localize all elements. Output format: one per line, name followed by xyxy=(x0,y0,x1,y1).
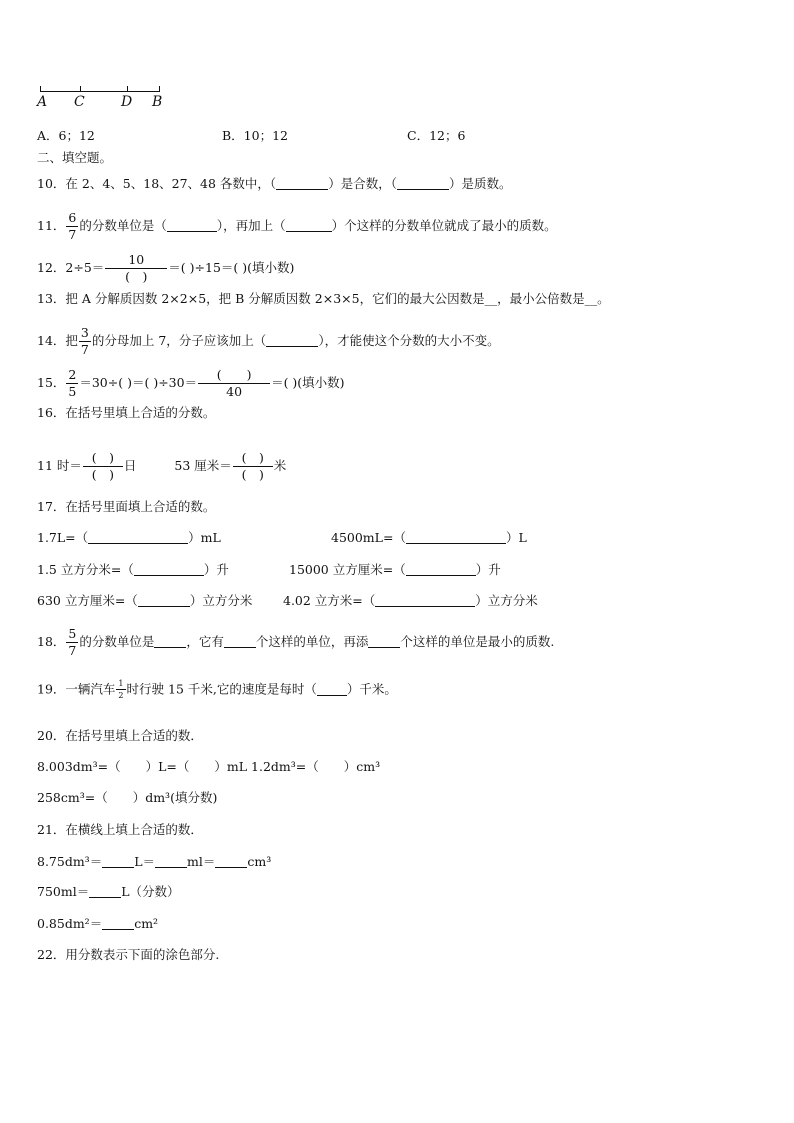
question-13: 13．把 A 分解质因数 2×2×5，把 B 分解质因数 2×3×5，它们的最大公因数是__，最小公倍数是__。 xyxy=(37,291,610,306)
label-b: B xyxy=(152,94,163,110)
option-c: C．12；6 xyxy=(407,128,466,143)
question-21: 21．在横线上填上合适的数． xyxy=(37,822,203,837)
label-a: A xyxy=(37,94,48,110)
question-21-row-3: 0.85dm²＝ cm² xyxy=(37,916,159,931)
tick-d xyxy=(127,86,128,92)
option-a: A．6；12 xyxy=(37,128,95,143)
question-10: 10．在 2、4、5、18、27、48 各数中，（ ）是合数，（ ）是质数。 xyxy=(37,176,512,191)
question-17: 17．在括号里面填上合适的数。 xyxy=(37,499,216,514)
fraction: $\frac{5}{7}$ xyxy=(68,626,77,658)
line-segment xyxy=(40,91,160,92)
tick-b xyxy=(159,86,160,92)
label-c: C xyxy=(74,94,85,110)
fraction: $\frac{( )}{( )}$ xyxy=(233,452,273,481)
fraction: $\frac{10}{( )}$ xyxy=(105,254,167,283)
question-18: 18． $\frac{5}{7}$ 的分数单位是 ，它有 个这样的单位，再添 个这样的单位是最小的质数. xyxy=(37,626,555,658)
tick-c xyxy=(80,86,81,92)
question-16: 16．在括号里填上合适的分数。 xyxy=(37,405,216,420)
tick-a xyxy=(40,86,41,92)
question-17-row-3: 630 立方厘米=（ ）立方分米 xyxy=(37,593,253,608)
fraction: $\frac{3}{7}$ xyxy=(80,325,89,357)
question-17-row-1: 1.7L=（ ）mL xyxy=(37,530,221,545)
question-11: 11． $\frac{6}{7}$ 的分数单位是（ ），再加上（ ）个这样的分数单位就成了最小的质数。 xyxy=(37,210,557,242)
section-heading: 二、填空题。 xyxy=(37,150,113,165)
question-20: 20．在括号里填上合适的数． xyxy=(37,728,203,743)
fraction: $\frac{1}{2}$ xyxy=(118,679,124,700)
fraction: $\frac{2}{5}$ xyxy=(68,367,77,399)
question-15: 15． $\frac{2}{5}$ ＝30÷( )＝( )÷30＝ $\frac{( )}{40}$ ＝( )(填小数) xyxy=(37,367,345,399)
question-17-row-3b: 4.02 立方米=（ ）立方分米 xyxy=(283,593,538,608)
question-20-row-1: 8.003dm³=（ ）L=（ ）mL 1.2dm³=（ ）cm³ xyxy=(37,759,381,774)
question-21-row-2: 750ml＝ L（分数） xyxy=(37,884,180,899)
fraction: $\frac{( )}{40}$ xyxy=(198,369,270,398)
question-21-row-1: 8.75dm³＝ L＝ ml＝ cm³ xyxy=(37,854,272,869)
option-b: B．10；12 xyxy=(222,128,288,143)
label-d: D xyxy=(121,94,133,110)
question-16-answers: 11 时＝ $\frac{( )}{( )}$ 日 53 厘米＝ $\frac{( )}{( )}$ 米 xyxy=(37,450,287,482)
question-12: 12．2÷5＝ $\frac{10}{( )}$ ＝( )÷15＝( )(填小数) xyxy=(37,252,295,284)
question-20-row-2: 258cm³=（ ）dm³(填分数) xyxy=(37,790,218,805)
question-14: 14．把 $\frac{3}{7}$ 的分母加上 7，分子应该加上（ ），才能使这个分数的大小不变。 xyxy=(37,325,500,357)
question-17-row-1b: 4500mL=（ ）L xyxy=(331,530,527,545)
fraction: $\frac{6}{7}$ xyxy=(68,210,77,242)
question-17-row-2b: 15000 立方厘米=（ ）升 xyxy=(289,562,501,577)
fraction: $\frac{( )}{( )}$ xyxy=(83,452,123,481)
question-19: 19．一辆汽车 $\frac{1}{2}$ 时行驶 15 千米,它的速度是每时（ ）千米。 xyxy=(37,679,397,700)
question-17-row-2: 1.5 立方分米=（ ）升 xyxy=(37,562,229,577)
question-22: 22．用分数表示下面的涂色部分. xyxy=(37,947,220,962)
